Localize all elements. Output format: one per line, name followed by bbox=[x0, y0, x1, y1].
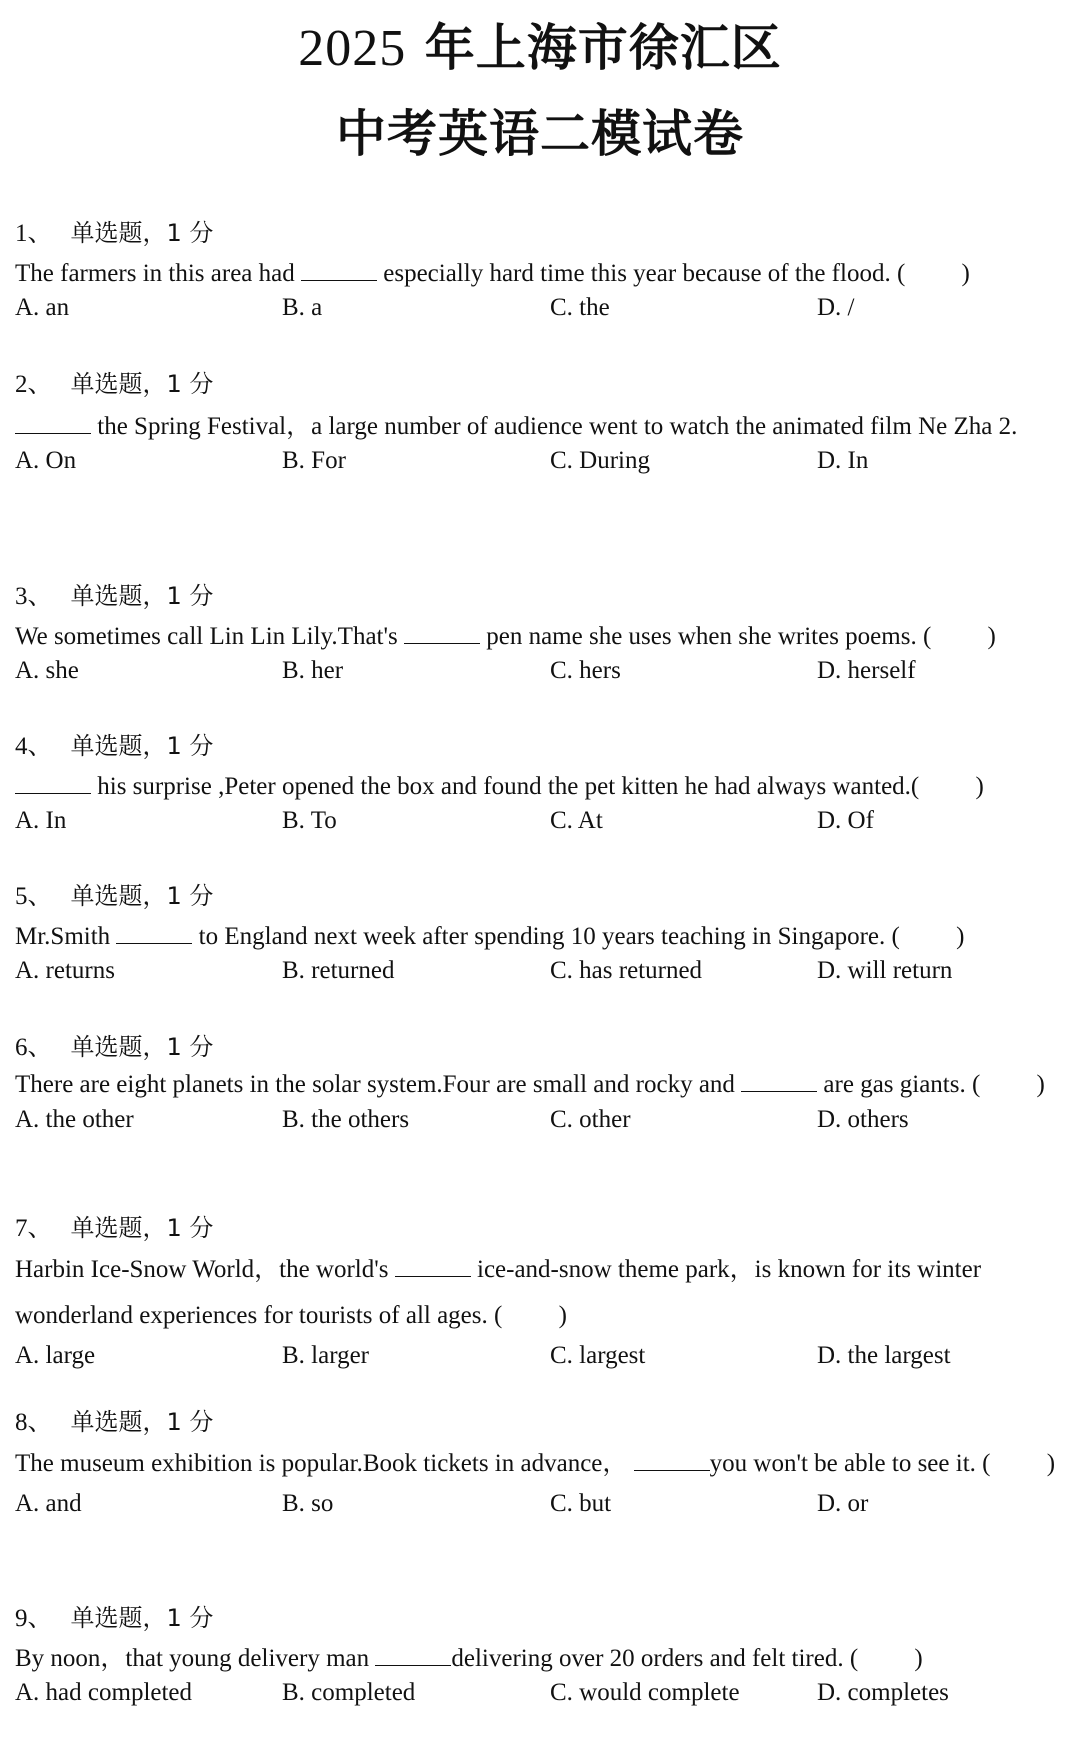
question-1 bbox=[15, 216, 1065, 325]
question-4 bbox=[15, 729, 1065, 838]
option-a: A. she bbox=[15, 657, 79, 684]
answer-blank bbox=[741, 1069, 817, 1092]
answer-blank bbox=[15, 411, 91, 434]
question-number: 9、 bbox=[15, 1605, 53, 1632]
stem-text-after: you won't be able to see it. bbox=[709, 1450, 976, 1477]
option-a: A. In bbox=[15, 807, 67, 834]
question-stem bbox=[15, 409, 1060, 444]
options-row bbox=[15, 1339, 1065, 1373]
option-b: B. returned bbox=[282, 957, 395, 984]
question-type: 单选题，1 分 bbox=[70, 882, 214, 910]
title-year: 2025 bbox=[298, 20, 407, 77]
question-stem bbox=[15, 1066, 1060, 1103]
answer-parentheses: ( ) bbox=[494, 1302, 567, 1329]
option-d: D. herself bbox=[817, 657, 916, 684]
answer-parentheses: ( ) bbox=[971, 1071, 1045, 1098]
question-number: 6、 bbox=[15, 1034, 53, 1061]
stem-text-after: the Spring Festival，a large number of audience went to watch the animated film Ne Zha 2. bbox=[97, 413, 1018, 440]
question-number: 5、 bbox=[15, 883, 53, 910]
question-header bbox=[15, 1601, 1065, 1635]
question-number: 3、 bbox=[15, 583, 53, 610]
question-header bbox=[15, 1211, 1065, 1245]
question-stem bbox=[15, 619, 1065, 654]
option-b: B. so bbox=[282, 1490, 334, 1517]
answer-parentheses: ( ) bbox=[910, 773, 984, 800]
answer-parentheses: ( ) bbox=[849, 1645, 923, 1672]
question-header bbox=[15, 579, 1065, 613]
stem-text-before: By noon，that young delivery man bbox=[15, 1645, 370, 1672]
question-header bbox=[15, 367, 1065, 401]
question-header bbox=[15, 1030, 1065, 1064]
stem-text-before: Harbin Ice-Snow World，the world's bbox=[15, 1256, 389, 1283]
option-b: B. larger bbox=[282, 1342, 370, 1369]
option-d: D. In bbox=[817, 447, 869, 474]
options-row bbox=[15, 654, 1065, 688]
question-type: 单选题，1 分 bbox=[70, 370, 214, 398]
option-c: C. At bbox=[550, 807, 603, 834]
question-type: 单选题，1 分 bbox=[70, 1033, 214, 1061]
stem-text-after: pen name she uses when she writes poems. bbox=[486, 623, 917, 650]
stem-text-before: The farmers in this area had bbox=[15, 260, 295, 287]
answer-blank bbox=[375, 1643, 451, 1666]
options-row bbox=[15, 1487, 1065, 1521]
question-7 bbox=[15, 1211, 1065, 1373]
question-8 bbox=[15, 1405, 1065, 1521]
answer-parentheses: ( ) bbox=[982, 1450, 1056, 1477]
exam-title-line2: 中考英语二模试卷 bbox=[336, 105, 744, 163]
option-d: D. will return bbox=[817, 957, 953, 984]
question-type: 单选题，1 分 bbox=[70, 1408, 214, 1436]
question-stem bbox=[15, 1641, 1065, 1676]
question-type: 单选题，1 分 bbox=[70, 219, 214, 247]
answer-blank bbox=[634, 1448, 710, 1471]
question-6 bbox=[15, 1030, 1065, 1137]
question-stem bbox=[15, 769, 1065, 804]
option-d: D. or bbox=[817, 1490, 869, 1517]
question-stem bbox=[15, 1441, 1060, 1487]
option-b: B. To bbox=[282, 807, 337, 834]
question-type: 单选题，1 分 bbox=[70, 1214, 214, 1242]
options-row bbox=[15, 954, 1065, 988]
answer-parentheses: ( ) bbox=[896, 260, 970, 287]
option-b: B. For bbox=[282, 447, 346, 474]
options-row bbox=[15, 444, 1065, 478]
option-c: C. the bbox=[550, 294, 610, 321]
answer-blank bbox=[116, 921, 192, 944]
question-header bbox=[15, 216, 1065, 250]
question-stem bbox=[15, 919, 1065, 954]
options-row bbox=[15, 1676, 1065, 1710]
question-number: 7、 bbox=[15, 1215, 53, 1242]
option-a: A. had completed bbox=[15, 1679, 193, 1706]
option-d: D. others bbox=[817, 1106, 909, 1133]
answer-blank bbox=[395, 1254, 471, 1277]
stem-text-after: are gas giants. bbox=[823, 1071, 966, 1098]
option-b: B. the others bbox=[282, 1106, 410, 1133]
answer-blank bbox=[301, 258, 377, 281]
question-type: 单选题，1 分 bbox=[70, 732, 214, 760]
stem-text-before: Mr.Smith bbox=[15, 923, 111, 950]
title-region: 年上海市徐汇区 bbox=[424, 19, 782, 77]
options-row bbox=[15, 1103, 1065, 1137]
option-c: C. would complete bbox=[550, 1679, 740, 1706]
stem-text-before: There are eight planets in the solar system.Four are small and rocky and bbox=[15, 1071, 735, 1098]
answer-parentheses: ( ) bbox=[891, 923, 965, 950]
stem-text-before: The museum exhibition is popular.Book tickets in advance， bbox=[15, 1450, 628, 1477]
stem-text-after: ice-and-snow theme park，is known for its winter wonderland experiences for tourists of all ages. bbox=[15, 1256, 982, 1329]
option-d: D. / bbox=[817, 294, 855, 321]
option-c: C. hers bbox=[550, 657, 621, 684]
question-5 bbox=[15, 879, 1065, 988]
option-b: B. a bbox=[282, 294, 323, 321]
options-row bbox=[15, 804, 1065, 838]
question-header bbox=[15, 1405, 1065, 1439]
stem-text-after: his surprise ,Peter opened the box and found the pet kitten he had always wanted. bbox=[97, 773, 911, 800]
stem-text-after: especially hard time this year because of the flood. bbox=[383, 260, 891, 287]
option-c: C. other bbox=[550, 1106, 631, 1133]
question-type: 单选题，1 分 bbox=[70, 582, 214, 610]
option-d: D. Of bbox=[817, 807, 874, 834]
option-b: B. completed bbox=[282, 1679, 416, 1706]
option-a: A. returns bbox=[15, 957, 115, 984]
options-row bbox=[15, 291, 1065, 325]
option-c: C. largest bbox=[550, 1342, 646, 1369]
option-c: C. During bbox=[550, 447, 650, 474]
question-stem bbox=[15, 1247, 1060, 1339]
question-number: 2、 bbox=[15, 371, 53, 398]
question-header bbox=[15, 729, 1065, 763]
stem-text-before: We sometimes call Lin Lin Lily.That's bbox=[15, 623, 398, 650]
question-3 bbox=[15, 579, 1065, 688]
answer-blank bbox=[404, 621, 480, 644]
question-number: 4、 bbox=[15, 733, 53, 760]
option-d: D. completes bbox=[817, 1679, 949, 1706]
option-a: A. large bbox=[15, 1342, 96, 1369]
option-c: C. but bbox=[550, 1490, 612, 1517]
answer-parentheses: ( ) bbox=[922, 623, 996, 650]
option-a: A. an bbox=[15, 294, 70, 321]
question-stem bbox=[15, 256, 1065, 291]
option-a: A. On bbox=[15, 447, 77, 474]
question-number: 1、 bbox=[15, 220, 53, 247]
option-a: A. the other bbox=[15, 1106, 134, 1133]
question-type: 单选题，1 分 bbox=[70, 1604, 214, 1632]
answer-blank bbox=[15, 771, 91, 794]
question-9 bbox=[15, 1601, 1065, 1710]
question-2 bbox=[15, 367, 1065, 478]
stem-text-after: delivering over 20 orders and felt tired. bbox=[451, 1645, 844, 1672]
option-a: A. and bbox=[15, 1490, 82, 1517]
question-header bbox=[15, 879, 1065, 913]
stem-text-after: to England next week after spending 10 years teaching in Singapore. bbox=[198, 923, 886, 950]
exam-title-line1 bbox=[0, 18, 1080, 79]
option-c: C. has returned bbox=[550, 957, 703, 984]
option-b: B. her bbox=[282, 657, 344, 684]
question-number: 8、 bbox=[15, 1409, 53, 1436]
option-d: D. the largest bbox=[817, 1342, 951, 1369]
